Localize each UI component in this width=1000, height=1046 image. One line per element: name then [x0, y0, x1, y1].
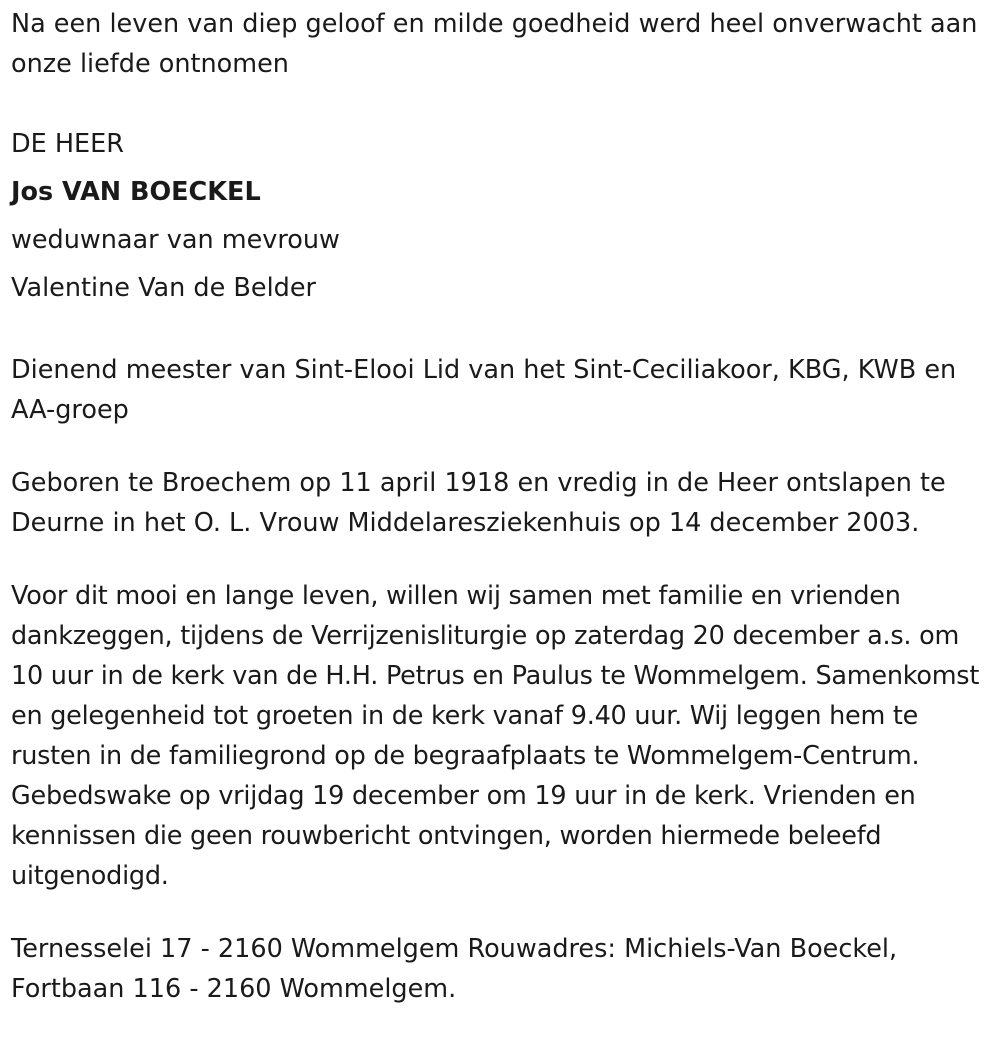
- ceremony-text: Voor dit mooi en lange leven, willen wij samen met familie en vrienden dankzeggen, tijdens de Verrijzenisliturgie op zaterdag 20 december a.s. om 10 uur in de kerk van de H.H. Petrus en Paulus te Wommelgem. Samenkomst en gelegenheid tot groeten in de kerk vanaf 9.40 uur. Wij leggen hem te rusten in de familiegrond op de begraafplaats te Wommelgem-Centrum. Gebedswake op vrijdag 19 december om 19 uur in de kerk. Vrienden en kennissen die geen rouwbericht ontvingen, worden hiermede beleefd uitgenodigd.: [11, 581, 980, 891]
- obituary-document: [11, 4, 996, 1009]
- deceased-name: Jos VAN BOECKEL: [11, 177, 261, 207]
- deceased-title: DE HEER: [11, 129, 124, 159]
- birth-death-text: Geboren te Broechem op 11 april 1918 en vredig in de Heer ontslapen te Deurne in het O. L. Vrouw Middelaresziekenhuis op 14 december 2003.: [11, 468, 946, 538]
- spouse-name: Valentine Van de Belder: [11, 273, 317, 303]
- deceased-block: [11, 120, 996, 312]
- intro-text: Na een leven van diep geloof en milde goedheid werd heel onverwacht aan onze liefde ontnomen: [11, 9, 978, 79]
- deceased-relation: weduwnaar van mevrouw: [11, 225, 340, 255]
- memberships-text: Dienend meester van Sint-Elooi Lid van het Sint-Ceciliakoor, KBG, KWB en AA-groep: [11, 355, 957, 425]
- address-text: Ternesselei 17 - 2160 Wommelgem Rouwadres: Michiels-Van Boeckel, Fortbaan 116 - 2160 Wommelgem.: [11, 934, 898, 1004]
